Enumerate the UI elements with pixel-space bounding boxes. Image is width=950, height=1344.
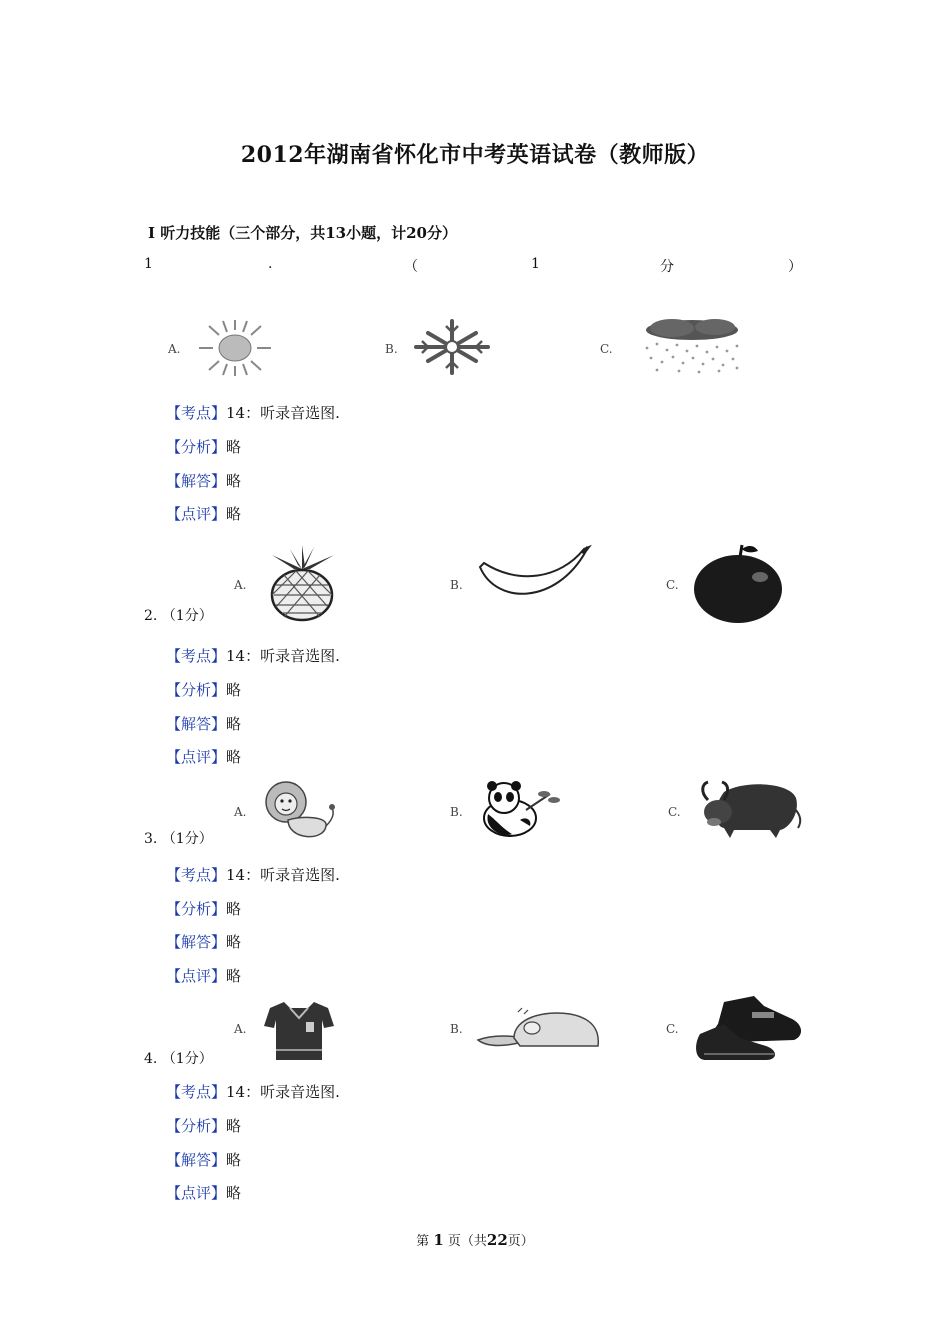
q2-number: 2. [144,608,158,624]
q1-paren-open: （ [404,259,418,275]
jieda-text: 略 [226,933,242,951]
jieda-label: 【解答】 [166,1151,227,1169]
q2-option-c-label: C. [666,578,679,592]
q3-jieda [166,931,241,952]
q4-header [144,1048,213,1068]
page-footer [0,1230,950,1249]
kaodian-text: 14：听录音选图. [226,1083,340,1101]
page-title: 2012年湖南省怀化市中考英语试卷（教师版） [240,142,710,168]
kaodian-label: 【考点】 [166,866,227,884]
dianping-text: 略 [226,1184,242,1202]
q1-score-unit: 分 [660,259,674,275]
kaodian-label: 【考点】 [166,1083,227,1101]
q1-number: 1 [144,256,153,272]
dianping-label: 【点评】 [166,1184,227,1202]
dianping-label: 【点评】 [166,505,227,523]
q3-header [144,828,213,848]
q1-option-c-label: C. [600,342,613,356]
jieda-text: 略 [226,1151,242,1169]
q3-option-c-label: C. [668,805,681,819]
q3-kaodian [166,864,340,885]
q2-score: （1分） [161,608,213,624]
rain-cloud-icon [637,318,747,376]
q4-option-c-label: C. [666,1022,679,1036]
fenxi-label: 【分析】 [166,900,227,918]
q3-option-a-label: A. [234,805,247,819]
footer-mid: 页（共 [447,1234,487,1249]
dianping-text: 略 [226,748,242,766]
jieda-text: 略 [226,715,242,733]
q1-kaodian [166,402,340,423]
q1-dianping [166,503,241,524]
q1-dot: . [268,256,273,272]
panda-icon [474,780,564,838]
q4-option-a-label: A. [234,1022,247,1036]
q1-option-b-label: B. [385,342,398,356]
kaodian-label: 【考点】 [166,404,227,422]
dianping-label: 【点评】 [166,967,227,985]
fenxi-text: 略 [226,681,242,699]
q1-paren-close: ） [788,259,802,275]
q4-number: 4. [144,1051,158,1067]
q1-jieda [166,470,241,491]
fenxi-text: 略 [226,900,242,918]
q4-fenxi [166,1115,241,1136]
jieda-text: 略 [226,472,242,490]
q3-option-b-label: B. [450,805,463,819]
q3-fenxi [166,898,241,919]
q2-jieda [166,713,241,734]
q4-kaodian [166,1081,340,1102]
dianping-text: 略 [226,967,242,985]
q2-kaodian [166,645,340,666]
q3-score: （1分） [161,831,213,847]
q2-header [144,605,213,625]
q4-score: （1分） [161,1051,213,1067]
pineapple-icon [262,545,342,621]
cap-icon [474,1006,602,1052]
q2-dianping [166,746,241,767]
section-heading: Ⅰ 听力技能（三个部分，共13小题，计20分） [148,224,457,242]
fenxi-label: 【分析】 [166,1117,227,1135]
fenxi-text: 略 [226,438,242,456]
jieda-label: 【解答】 [166,933,227,951]
jieda-label: 【解答】 [166,472,227,490]
footer-page-number: 1 [433,1231,444,1249]
q4-dianping [166,1182,241,1203]
dianping-label: 【点评】 [166,748,227,766]
fenxi-label: 【分析】 [166,681,227,699]
shoes-icon [694,994,806,1062]
kaodian-text: 14：听录音选图. [226,647,340,665]
kaodian-label: 【考点】 [166,647,227,665]
q2-option-a-label: A. [234,578,247,592]
shirt-icon [262,1000,336,1062]
q3-number: 3. [144,831,158,847]
snowflake-icon [412,318,492,376]
q4-jieda [166,1149,241,1170]
sun-icon [195,318,275,378]
q2-option-b-label: B. [450,578,463,592]
q4-option-b-label: B. [450,1022,463,1036]
footer-total-pages: 22 [486,1231,508,1249]
footer-prefix: 第 [416,1234,430,1249]
q1-score-num: 1 [531,256,540,272]
apple-icon [690,543,786,627]
fenxi-text: 略 [226,1117,242,1135]
fenxi-label: 【分析】 [166,438,227,456]
banana-icon [476,545,592,605]
buffalo-icon [694,778,804,840]
q3-dianping [166,965,241,986]
q1-fenxi [166,436,241,457]
kaodian-text: 14：听录音选图. [226,866,340,884]
q2-fenxi [166,679,241,700]
q1-option-a-label: A. [168,342,181,356]
footer-suffix: 页） [507,1234,534,1249]
jieda-label: 【解答】 [166,715,227,733]
dianping-text: 略 [226,505,242,523]
lion-icon [258,780,338,844]
kaodian-text: 14：听录音选图. [226,404,340,422]
